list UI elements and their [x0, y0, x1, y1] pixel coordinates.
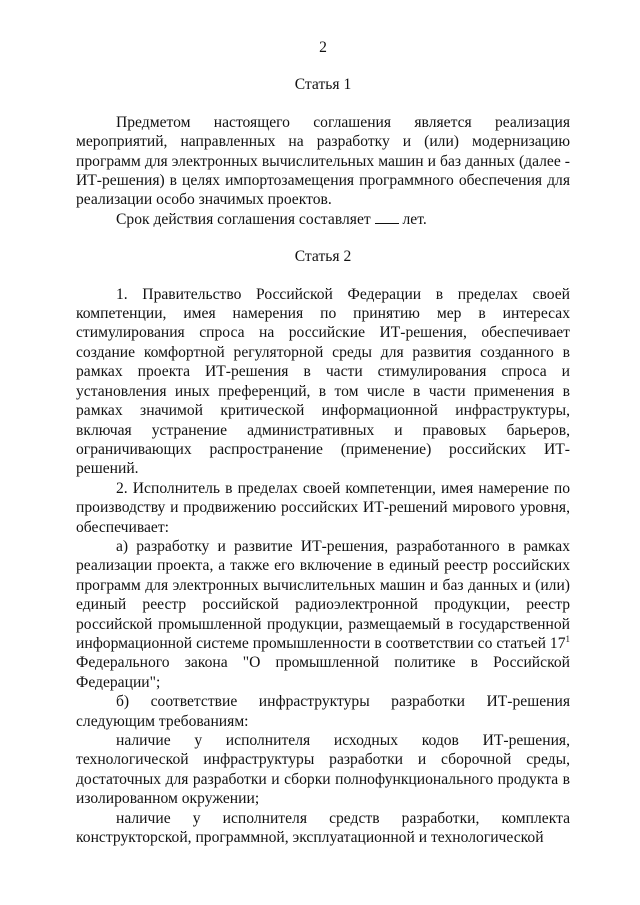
article-2-item-a: [76, 537, 570, 692]
article-superscript: 1: [565, 633, 570, 644]
article-2-paragraph-2: 2. Исполнитель в пределах своей компетенции, имея намерение по производству и продвижению российских ИТ-решений мирового уровня, обеспечивает:: [76, 479, 570, 536]
item-a-ending: Федерального закона "О промышленной политике в Российской Федерации";: [76, 654, 570, 691]
article-2-heading: Статья 2: [294, 248, 352, 266]
item-a-text: а) разработку и развитие ИТ-решения, разработанного в рамках реализации проекта, а также его включение в единый реестр российских программ для электронных вычислительных машин и баз данных и (или) единый реестр российской радиоэлектронной продукции, реестр российской промышленной продукции, размещаемый в государственной информационной системе промышленности в соответствии со статьей 17: [76, 537, 570, 652]
term-blank-line: [375, 211, 399, 224]
article-1-paragraph-1: Предметом настоящего соглашения является реализация мероприятий, направленных на разработку и (или) модернизацию программ для электронных вычислительных машин и баз данных (далее - ИТ-решения) в целях импортозамещения программного обеспечения для реализации особо значимых проектов.: [76, 113, 570, 209]
requirement-source-codes: наличие у исполнителя исходных кодов ИТ-решения, технологической инфраструктуры разработки и сборочной среды, достаточных для разработки и сборки полнофункционального продукта в изолированном окружении;: [76, 732, 570, 808]
term-text-after: лет.: [402, 210, 427, 228]
term-text-before: Срок действия соглашения составляет: [116, 210, 371, 228]
article-2-item-b: б) соответствие инфраструктуры разработки ИТ-решения следующим требованиям:: [76, 693, 570, 730]
page-number: 2: [319, 39, 327, 56]
article-1-paragraph-2: [76, 210, 570, 229]
article-2-paragraph-1: 1. Правительство Российской Федерации в пределах своей компетенции, имея намерения по принятию мер в интересах стимулирования спроса на российские ИТ-решения, обеспечивает создание комфортной регуляторной среды для развития созданного в рамках проекта ИТ-решения в части стимулирования спроса и установления иных преференций, в том числе в части применения в рамках значимой критической информационной инфраструктуры, включая устранение административных и правовых барьеров, ограничивающих распространение (применение) российских ИТ-решений.: [76, 285, 570, 478]
requirement-dev-tools: наличие у исполнителя средств разработки, комплекта конструкторской, программной, эксплуатационной и технологической: [76, 809, 570, 847]
article-1-heading: Статья 1: [294, 76, 352, 94]
